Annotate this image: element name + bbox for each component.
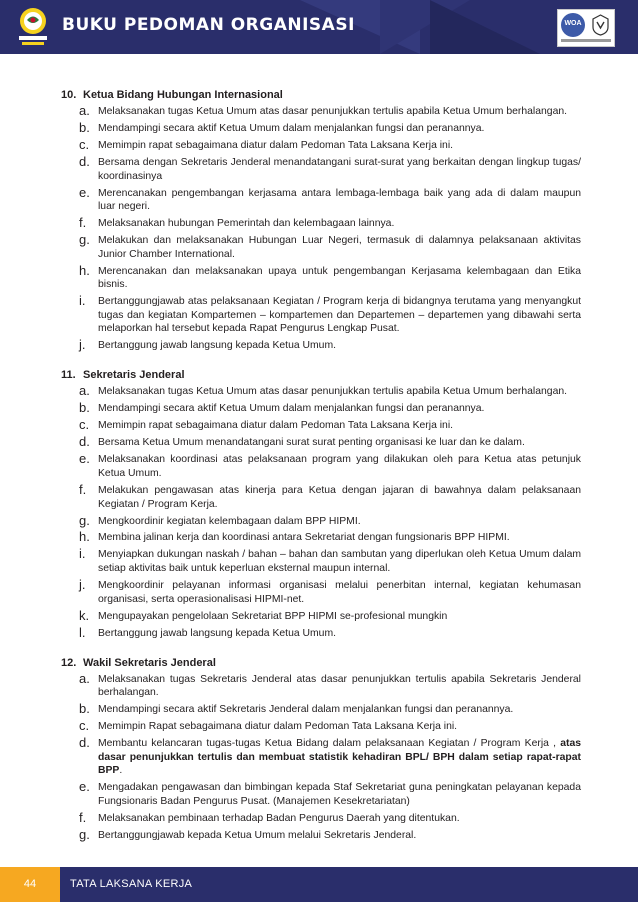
item-letter: h. xyxy=(79,529,90,545)
section-number: 11. xyxy=(61,369,76,382)
item-text xyxy=(98,737,581,778)
list-item xyxy=(61,234,581,261)
item-letter: j. xyxy=(79,577,86,593)
item-letter: g. xyxy=(79,826,90,842)
list-item xyxy=(61,809,581,826)
item-letter: l. xyxy=(79,624,86,640)
section-title xyxy=(61,88,581,103)
section-heading: Wakil Sekretaris Jenderal xyxy=(83,656,216,669)
list-item xyxy=(61,720,581,734)
item-text: Bersama dengan Sekretaris Jenderal menandatangani surat-surat yang berkaitan dengan lingkup tugas/ koordinasinya xyxy=(98,156,581,182)
item-text: Bertanggungjawab atas pelaksanaan Kegiatan / Program kerja di bidangnya terutama yang menyangkut tugas dan kegiatan Kompartemen – kompartemen dan Departemen – departemen yang dibawahi serta melaporkan hal tersebut kepada Rapat Pengurus Lengkap Pusat. xyxy=(98,296,581,335)
list-item xyxy=(61,419,581,433)
item-letter: f. xyxy=(79,481,87,497)
list-item xyxy=(61,184,581,214)
section-sekretaris-jenderal xyxy=(61,368,581,640)
list-item xyxy=(61,295,581,336)
list-item xyxy=(61,385,581,399)
item-text: Mendampingi secara aktif Ketua Umum dalam menjalankan fungsi dan peranannya. xyxy=(98,403,485,415)
item-letter: f. xyxy=(79,809,87,825)
page-footer xyxy=(0,867,638,902)
footer-text: TATA LAKSANA KERJA xyxy=(70,878,193,890)
item-letter: a. xyxy=(79,670,90,686)
item-text-plain: Membantu kelancaran tugas-tugas Ketua Bidang dalam pelaksanaan Kegiatan / Program Kerja , xyxy=(98,738,557,750)
item-text: Bersama Ketua Umum menandatangani surat surat penting organisasi ke luar dan ke dalam. xyxy=(98,437,525,449)
section-wakil-sekretaris-jenderal xyxy=(61,656,581,843)
item-letter: k. xyxy=(79,607,90,623)
item-text: Melaksanakan hubungan Pemerintah dan kelembagaan lainnya. xyxy=(98,218,395,230)
ukas-logo-icon xyxy=(591,13,610,37)
item-letter: b. xyxy=(79,701,90,717)
page-number: 44 xyxy=(23,878,37,890)
page-number-box xyxy=(0,867,60,902)
hipmi-logo-icon xyxy=(12,5,54,49)
item-text: Melaksanakan tugas Ketua Umum atas dasar penunjukkan tertulis apabila Ketua Umum berhalangan. xyxy=(98,386,568,398)
item-text-bold: atas dasar penunjukkan tertulis dan membuat statistik kehadiran BPL/ BPH dalam setiap rapat-rapat BPP xyxy=(98,738,582,777)
list-item xyxy=(61,105,581,119)
woa-logo-icon xyxy=(561,13,585,37)
list-item xyxy=(61,217,581,231)
list-item xyxy=(61,136,581,153)
item-letter: b. xyxy=(79,119,90,135)
list-item xyxy=(61,703,581,717)
item-text: Mendampingi secara aktif Sekretaris Jenderal dalam menjalankan fungsi dan peranannya. xyxy=(98,704,514,716)
item-text: Mendampingi secara aktif Ketua Umum dalam menjalankan fungsi dan peranannya. xyxy=(98,122,485,134)
list-item xyxy=(61,402,581,416)
list-item xyxy=(61,548,581,575)
list-item xyxy=(61,512,581,529)
item-text: Melaksanakan pembinaan terhadap Badan Pengurus Daerah yang ditentukan. xyxy=(98,812,460,824)
item-letter: j. xyxy=(79,337,86,353)
item-text: Merencanakan pengembangan kerjasama antara lembaga-lembaga baik yang ada di dalam maupun luar negeri. xyxy=(98,187,581,213)
item-text: Merencanakan dan melaksanakan upaya untuk pengembangan Kerjasama kelembagaan dan Etika bisnis. xyxy=(98,265,581,291)
item-text: Mengkoordinir pelayanan informasi organisasi melalui penerbitan internal, kegiatan kehumasan organisasi, serta operasionalisasi HIPMI-net. xyxy=(98,580,581,605)
item-letter: g. xyxy=(79,232,90,248)
item-text: Menyiapkan dukungan naskah / bahan – bahan dan sambutan yang diperlukan oleh Ketua Umum dalam setiap aktivitas baik untuk keperluan eksternal maupun internal. xyxy=(98,549,581,575)
cert-strip xyxy=(561,39,611,42)
list-item xyxy=(61,579,581,606)
list-item xyxy=(61,531,581,545)
section-number: 12. xyxy=(61,656,77,669)
item-letter: a. xyxy=(79,103,90,118)
item-letter: e. xyxy=(79,779,90,795)
item-letter: i. xyxy=(79,546,86,562)
list-item xyxy=(61,153,581,183)
item-text: Memimpin rapat sebagaimana diatur dalam Pedoman Tata Laksana Kerja ini. xyxy=(98,139,454,151)
item-letter: i. xyxy=(79,293,86,309)
item-letter: c. xyxy=(79,136,90,152)
item-letter: h. xyxy=(79,262,90,278)
item-text: Mengkoordinir kegiatan kelembagaan dalam BPP HIPMI. xyxy=(98,515,361,527)
item-text: Membina jalinan kerja dan koordinasi antara Sekretariat dengan fungsionaris BPP HIPMI. xyxy=(98,532,510,544)
section-heading: Ketua Bidang Hubungan Internasional xyxy=(83,89,283,101)
list-item xyxy=(61,624,581,641)
list-item xyxy=(61,339,581,353)
item-letter: e. xyxy=(79,184,90,200)
item-text: Melakukan dan melaksanakan Hubungan Luar Negeri, termasuk di dalamnya pelaksanaan aktivitas Junior Chamber International. xyxy=(98,235,581,260)
cert-label: WOA xyxy=(564,20,582,27)
item-text: Memimpin rapat sebagaimana diatur dalam Pedoman Tata Laksana Kerja ini. xyxy=(98,420,454,432)
item-letter: d. xyxy=(79,735,90,751)
item-text-after: . xyxy=(119,765,123,777)
item-text: Bertanggung jawab langsung kepada Ketua Umum. xyxy=(98,340,336,352)
page-header xyxy=(0,0,638,54)
list-item xyxy=(61,826,581,843)
document-title: BUKU PEDOMAN ORGANISASI xyxy=(62,15,355,35)
list-item xyxy=(61,436,581,450)
section-heading: Sekretaris Jenderal xyxy=(83,369,185,382)
certification-badge xyxy=(557,9,615,47)
item-text: Melaksanakan koordinasi atas pelaksanaan program yang dilakukan oleh para Ketua atas petunjuk Ketua Umum. xyxy=(98,454,581,479)
section-title xyxy=(61,368,581,383)
item-letter: d. xyxy=(79,153,90,169)
item-text: Mengupayakan pengelolaan Sekretariat BPP HIPMI se-profesional mungkin xyxy=(98,610,448,622)
item-letter: c. xyxy=(79,417,90,433)
section-ketua-bidang-hubungan-internasional xyxy=(61,88,581,353)
section-title xyxy=(61,656,581,671)
item-text: Melakukan pengawasan atas kinerja para Ketua dengan jajaran di bawahnya dalam pelaksanaan Kegiatan / Program Kerja. xyxy=(98,484,581,510)
item-letter: d. xyxy=(79,434,90,450)
list-item xyxy=(61,607,581,624)
section-number: 10. xyxy=(61,89,77,101)
item-text: Melaksanakan tugas Sekretaris Jenderal atas dasar penunjukkan tertulis apabila Sekretaris Jenderal berhalangan. xyxy=(98,673,581,699)
item-letter: b. xyxy=(79,400,90,416)
list-item xyxy=(61,737,581,778)
section-spacer xyxy=(61,644,581,656)
item-text: Bertanggungjawab kepada Ketua Umum melalui Sekretaris Jenderal. xyxy=(98,829,417,841)
item-letter: g. xyxy=(79,512,90,528)
list-item xyxy=(61,481,581,511)
list-item xyxy=(61,453,581,480)
document-body xyxy=(61,88,581,846)
list-item xyxy=(61,670,581,700)
header-decoration xyxy=(430,0,540,54)
item-letter: f. xyxy=(79,215,87,231)
item-letter: e. xyxy=(79,451,90,467)
list-item xyxy=(61,781,581,808)
item-text: Mengadakan pengawasan dan bimbingan kepada Staf Sekretariat guna peningkatan pelayanan kepada Fungsionaris Badan Pengurus Pusat. (Manajemen Kesekretariatan) xyxy=(98,782,581,807)
item-letter: a. xyxy=(79,383,90,399)
item-text: Bertanggung jawab langsung kepada Ketua Umum. xyxy=(98,627,336,639)
item-letter: c. xyxy=(79,718,90,734)
list-item xyxy=(61,262,581,292)
section-spacer xyxy=(61,356,581,368)
list-item xyxy=(61,119,581,136)
item-text: Melaksanakan tugas Ketua Umum atas dasar penunjukkan tertulis apabila Ketua Umum berhalangan. xyxy=(98,106,568,117)
item-text: Memimpin Rapat sebagaimana diatur dalam Pedoman Tata Laksana Kerja ini. xyxy=(98,721,458,733)
